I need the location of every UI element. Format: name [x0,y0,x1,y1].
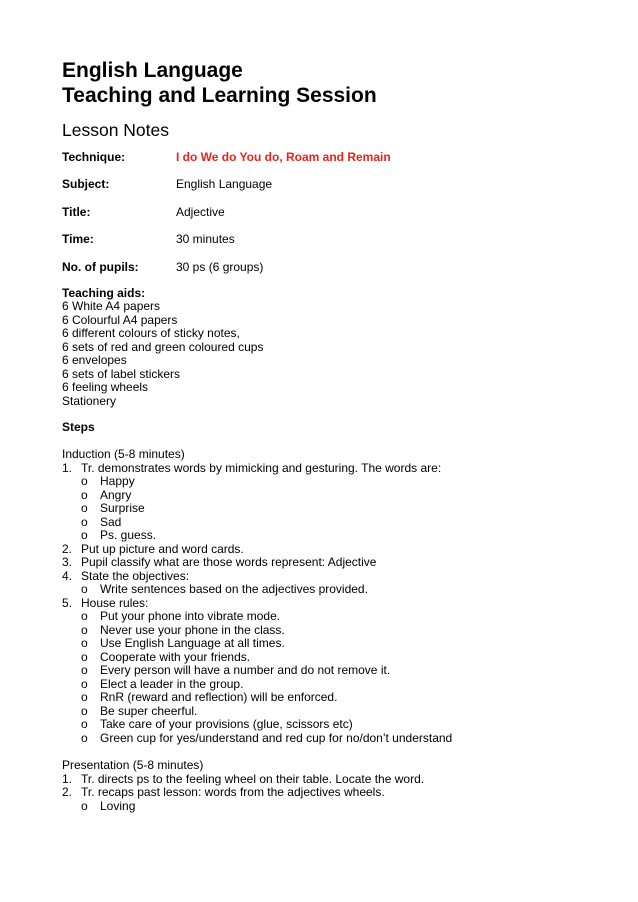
title-line-2: Teaching and Learning Session [62,84,377,107]
bullet-icon: o [81,501,88,516]
bullet-icon: o [81,663,88,678]
sub-item-text: Be super cheerful. [100,703,198,718]
sub-item [81,732,598,746]
induction-heading: Induction (5-8 minutes) [62,447,185,462]
sub-item [81,664,598,678]
sub-item [81,489,598,503]
sub-item [81,583,598,597]
sub-item-text: Ps. guess. [100,528,157,543]
teaching-aids-heading: Teaching aids: [62,286,146,301]
bullet-icon: o [81,649,88,664]
sub-item [81,718,598,732]
bullet-icon: o [81,676,88,691]
step-text: Pupil classify what are those words represent: Adjective [81,555,377,570]
bullet-icon: o [81,798,88,813]
meta-label: Time: [62,232,94,247]
sub-item-text: Elect a leader in the group. [100,676,244,691]
step-text: Tr. directs ps to the feeling wheel on their table. Locate the word. [81,771,425,786]
bullet-icon: o [81,690,88,705]
step-text: Tr. recaps past lesson: words from the adjectives wheels. [81,785,385,800]
meta-label: Technique: [62,150,126,164]
bullet-icon: o [81,622,88,637]
teaching-aid-item: 6 White A4 papers [62,299,161,314]
steps-heading: Steps [62,420,95,435]
meta-label: Title: [62,204,91,219]
meta-label: No. of pupils: [62,259,139,274]
meta-value: English Language [176,177,273,192]
meta-row [62,205,598,219]
bullet-icon: o [81,514,88,529]
presentation-steps [62,773,598,814]
bullet-icon: o [81,528,88,543]
presentation-heading: Presentation (5-8 minutes) [62,758,204,773]
sub-item [81,475,598,489]
bullet-icon: o [81,474,88,489]
sub-item-text: Take care of your provisions (glue, scissors etc) [100,717,353,732]
sub-item [81,637,598,651]
step-number: 5. [62,595,73,610]
sub-item [81,705,598,719]
bullet-icon: o [81,609,88,624]
step-item [62,543,598,557]
meta-value: Adjective [176,204,225,219]
sub-item [81,502,598,516]
bullet-icon: o [81,582,88,597]
sub-item-text: Green cup for yes/understand and red cup for no/don’t understand [100,730,453,745]
step-item [62,570,598,597]
sub-item-text: Cooperate with your friends. [100,649,251,664]
teaching-aids [62,286,598,408]
bullet-icon: o [81,487,88,502]
sub-item [81,800,598,814]
step-item [62,556,598,570]
sub-item-text: Put your phone into vibrate mode. [100,609,281,624]
step-text: House rules: [81,595,149,610]
step-text: Tr. demonstrates words by mimicking and gesturing. The words are: [81,460,442,475]
document-title [62,58,598,108]
step-number: 1. [62,771,73,786]
bullet-icon: o [81,730,88,745]
step-item [62,462,598,543]
sub-list [81,610,598,745]
bullet-icon: o [81,703,88,718]
teaching-aid-item: 6 sets of label stickers [62,366,181,381]
sub-item [81,529,598,543]
sub-list [81,800,598,814]
meta-value: 30 ps (6 groups) [176,259,264,274]
meta-row [62,260,598,274]
sub-item-text: Write sentences based on the adjectives provided. [100,582,368,597]
teaching-aids-list [62,300,598,408]
sub-item-text: Every person will have a number and do not remove it. [100,663,391,678]
sub-item-text: Loving [100,798,136,813]
sub-item-text: Happy [100,474,135,489]
sub-item-text: Never use your phone in the class. [100,622,285,637]
teaching-aid-item: 6 feeling wheels [62,380,149,395]
sub-list [81,583,598,597]
sub-item-text: Angry [100,487,132,502]
sub-list [81,475,598,543]
sub-item-text: Sad [100,514,122,529]
bullet-icon: o [81,636,88,651]
sub-item [81,624,598,638]
sub-item [81,691,598,705]
sub-item [81,516,598,530]
step-item [62,786,598,813]
step-item [62,773,598,787]
teaching-aid-item: 6 sets of red and green coloured cups [62,339,264,354]
meta-value: 30 minutes [176,232,235,247]
meta-row [62,150,598,164]
step-item [62,597,598,746]
sub-item-text: Surprise [100,501,145,516]
title-line-1: English Language [62,59,243,82]
bullet-icon: o [81,717,88,732]
step-number: 2. [62,541,73,556]
induction-steps [62,462,598,746]
teaching-aid-item: 6 envelopes [62,353,127,368]
step-number: 3. [62,555,73,570]
sub-item [81,651,598,665]
meta-row [62,177,598,191]
sub-item [81,610,598,624]
step-text: Put up picture and word cards. [81,541,244,556]
step-number: 1. [62,460,73,475]
step-number: 2. [62,785,73,800]
step-number: 4. [62,568,73,583]
sub-item-text: Use English Language at all times. [100,636,285,651]
meta-label: Subject: [62,177,110,192]
teaching-aid-item: 6 different colours of sticky notes, [62,326,240,341]
sub-item [81,678,598,692]
lesson-meta [62,150,598,274]
sub-item-text: RnR (reward and reflection) will be enforced. [100,690,338,705]
document-subtitle: Lesson Notes [62,120,170,140]
teaching-aid-item: 6 Colourful A4 papers [62,312,178,327]
step-text: State the objectives: [81,568,190,583]
meta-value: I do We do You do, Roam and Remain [176,150,391,164]
meta-row [62,232,598,246]
teaching-aid-item: Stationery [62,393,117,408]
